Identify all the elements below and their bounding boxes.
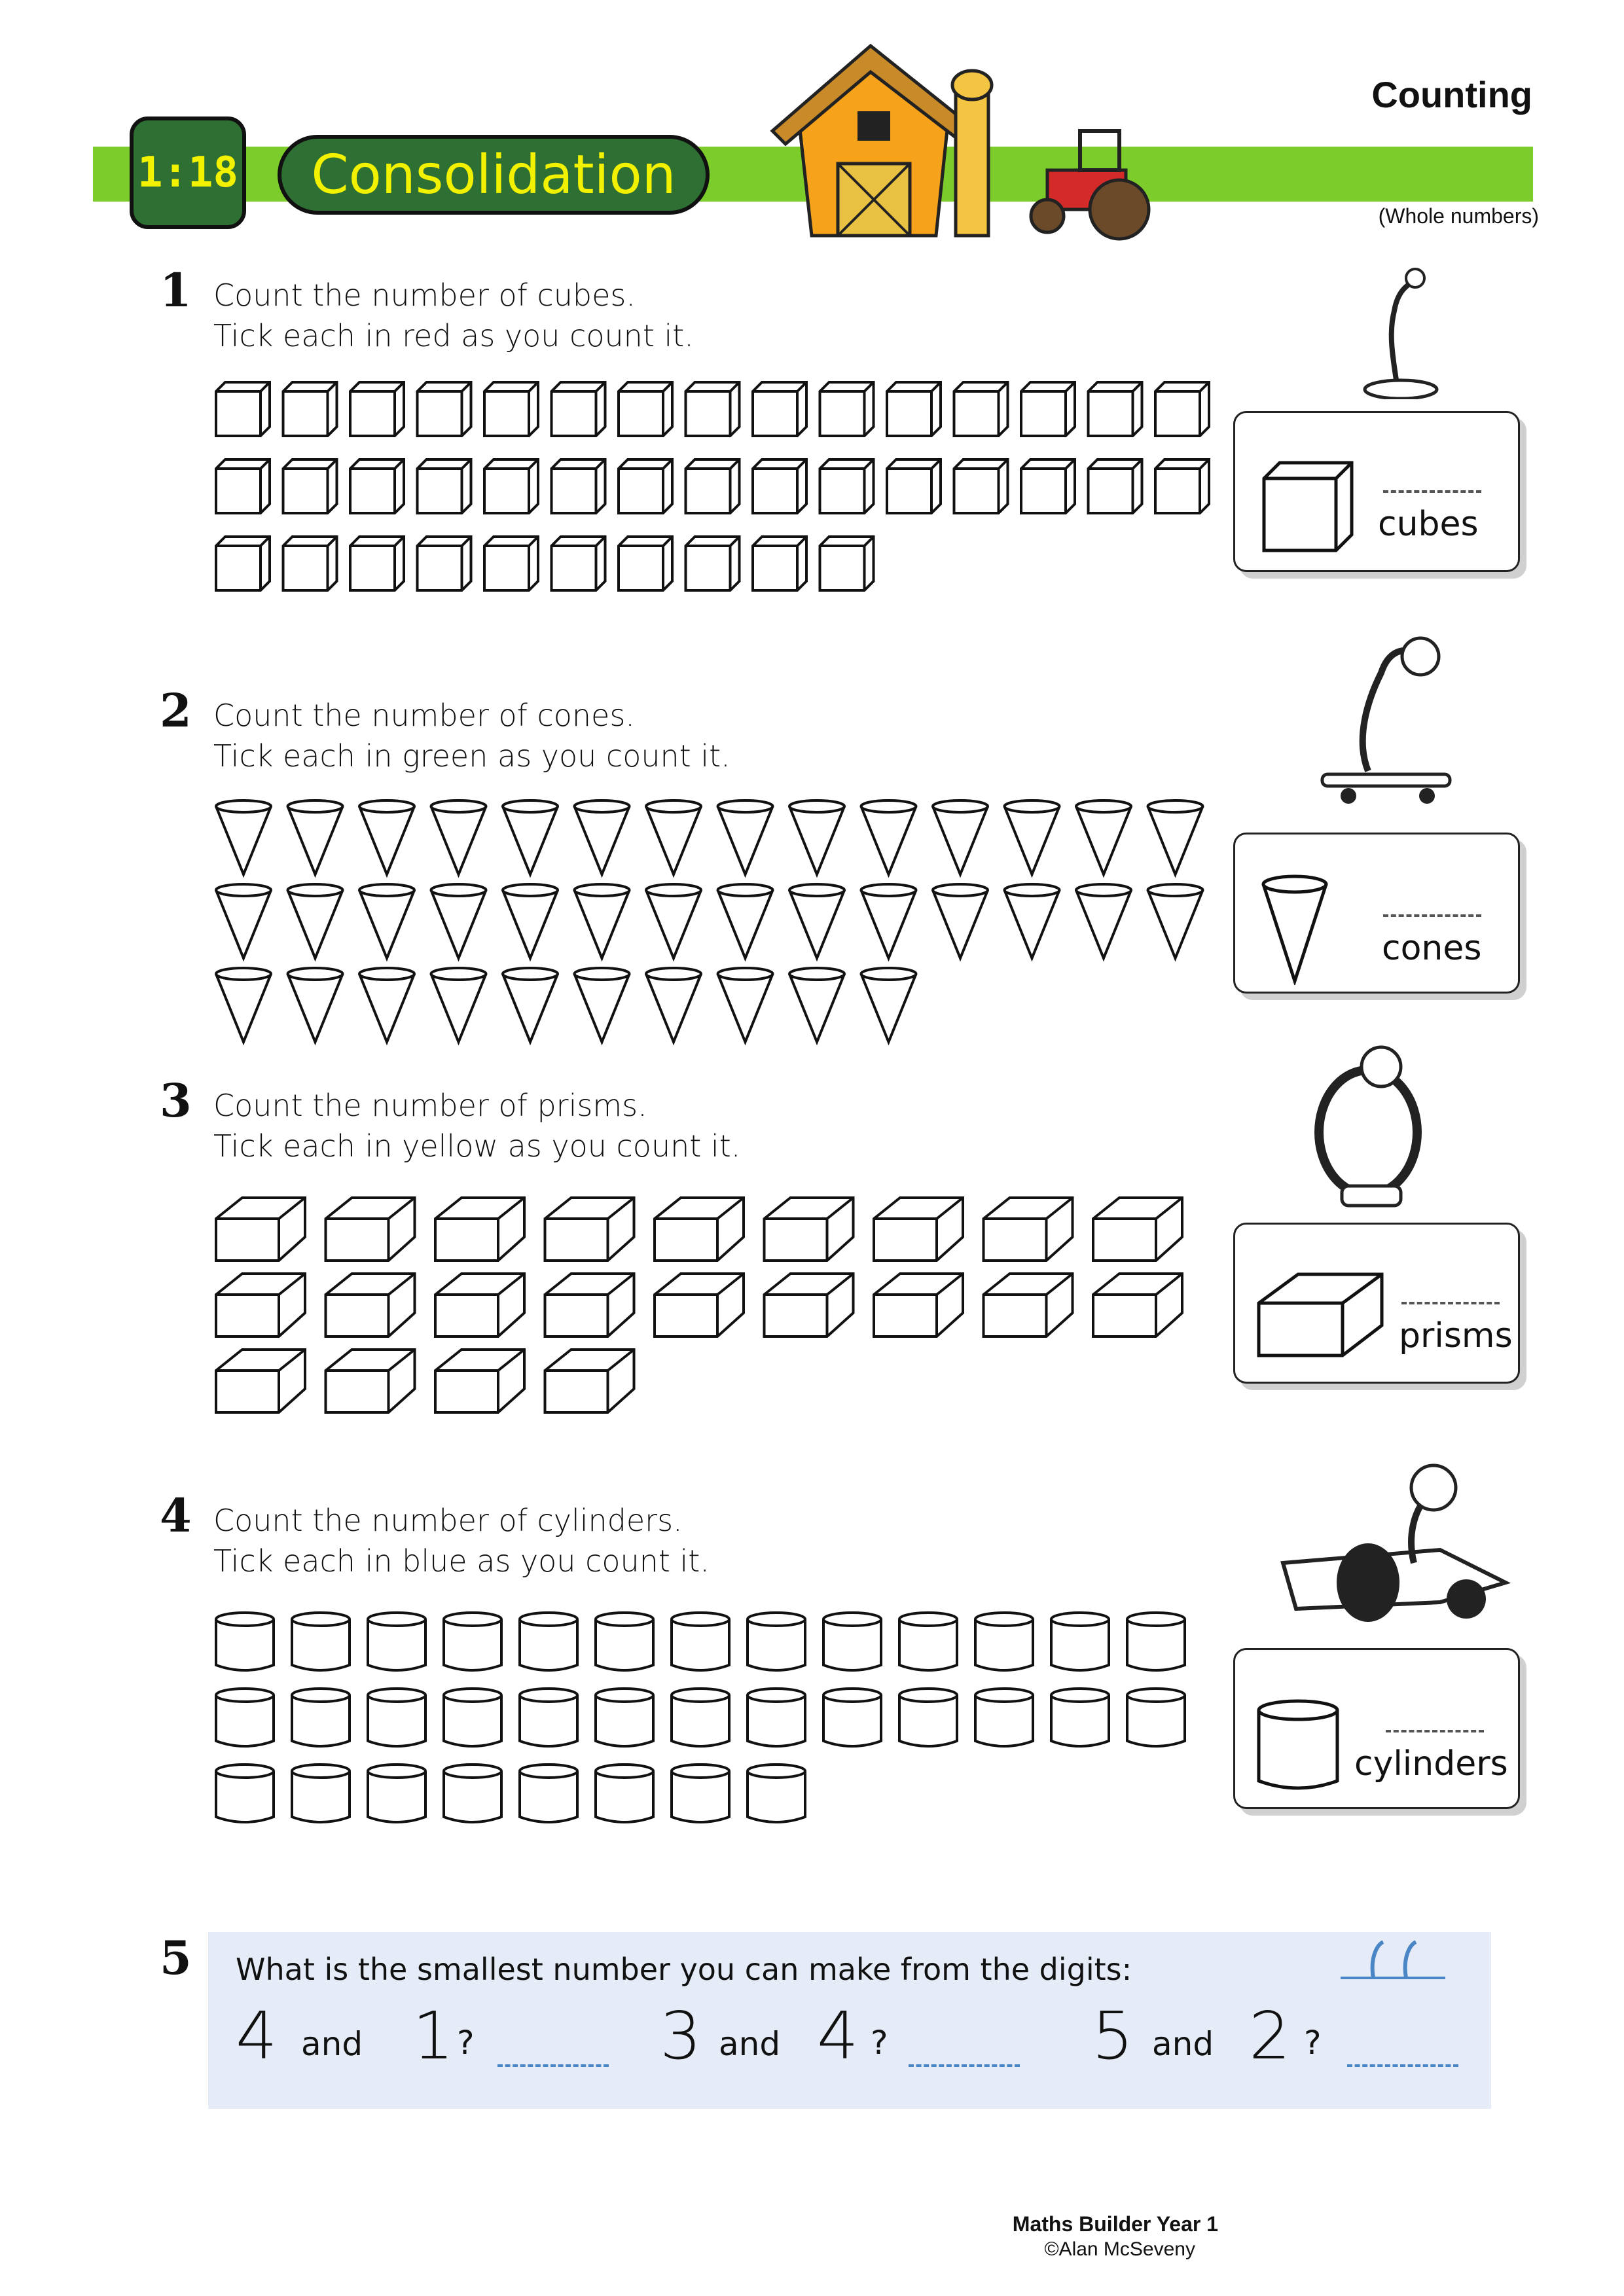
cube-icon[interactable] [216,382,270,436]
cone-icon[interactable] [1148,884,1203,958]
cylinder-icon[interactable] [975,1689,1033,1746]
cube-icon[interactable] [619,382,672,436]
cone-icon[interactable] [431,800,486,874]
cylinder-icon[interactable] [292,1765,350,1822]
cube-icon[interactable] [552,382,605,436]
cube-icon[interactable] [1089,382,1142,436]
cylinder-icon[interactable] [748,1765,805,1822]
footer-book-title: Maths Builder Year 1 [1012,2212,1218,2236]
answer-box-cylinders [1233,1648,1520,1809]
cylinder-icon[interactable] [672,1765,729,1822]
cone-icon[interactable] [789,968,844,1042]
cube-icon[interactable] [820,537,874,590]
cone-icon[interactable] [718,884,773,958]
cube-icon[interactable] [887,459,941,513]
subtopic-label: (Whole numbers) [1378,204,1539,228]
cylinder-icon[interactable] [520,1765,577,1822]
cube-icon[interactable] [820,459,874,513]
digit-pair-2-question-mark: ? [871,2024,888,2062]
question-1-line1: Count the number of cubes. [213,278,636,313]
cone-icon[interactable] [861,884,916,958]
digit-pair-3-and: and [1152,2025,1214,2063]
prism-icon[interactable] [326,1198,415,1261]
cylinder-icon[interactable] [1127,1689,1185,1746]
cone-icon[interactable] [1076,800,1131,874]
question-3-number: 3 [160,1073,192,1128]
cylinder-icon[interactable] [520,1689,577,1746]
prism-icon[interactable] [765,1274,854,1336]
cylinder-icon[interactable] [216,1689,274,1746]
cube-icon[interactable] [216,459,270,513]
worm-racecar-illustration [1244,1452,1525,1628]
cylinder-icon[interactable] [596,1765,653,1822]
cube-icon[interactable] [954,459,1008,513]
digit-pair-3-b: 2 [1249,1998,1291,2074]
prism-icon[interactable] [216,1350,305,1412]
question-5-number: 5 [160,1931,192,1985]
cylinder-icon[interactable] [823,1613,881,1670]
cone-icon[interactable] [1005,800,1060,874]
cone-icon[interactable] [861,800,916,874]
question-2-line2: Tick each in green as you count it. [213,738,731,774]
cylinder-icon[interactable] [596,1689,653,1746]
answer-box-cubes [1233,411,1520,572]
question-3-line2: Tick each in yellow as you count it. [213,1128,741,1164]
cube-grid [213,380,1214,596]
cube-icon[interactable] [484,537,538,590]
answer-line-prisms[interactable] [1401,1302,1500,1304]
cube-icon[interactable] [954,382,1008,436]
cube-icon[interactable] [887,382,941,436]
cube-icon[interactable] [283,459,337,513]
cylinder-icon[interactable] [1127,1613,1185,1670]
answer-line-cubes[interactable] [1383,490,1481,493]
cylinder-icon[interactable] [368,1689,425,1746]
cylinder-icon[interactable] [368,1765,425,1822]
prism-icon[interactable] [655,1274,744,1336]
cone-icon[interactable] [646,968,701,1042]
cone-icon[interactable] [359,884,414,958]
prism-icon[interactable] [435,1274,524,1336]
cylinder-icon[interactable] [368,1613,425,1670]
cone-icon[interactable] [216,884,271,958]
question-2-text [213,695,731,776]
cone-icon[interactable] [789,800,844,874]
question-4-number: 4 [160,1488,192,1543]
cube-icon[interactable] [619,537,672,590]
cylinder-icon [1255,1697,1341,1795]
digit-pair-1-and: and [301,2025,363,2063]
cube-icon[interactable] [418,537,471,590]
digit-pair-2-a: 3 [660,1998,702,2074]
question-3-text [213,1085,740,1166]
cylinder-icon[interactable] [899,1689,957,1746]
worm-on-skateboard-illustration [1316,627,1456,817]
cube-icon[interactable] [418,382,471,436]
cube-icon[interactable] [552,537,605,590]
digit-pair-2-b: 4 [817,1998,859,2074]
cone-icon[interactable] [288,800,343,874]
cone-icon[interactable] [646,800,701,874]
digit-pair-2 [660,1998,1053,2096]
cone-icon[interactable] [1148,800,1203,874]
prism-icon[interactable] [216,1274,305,1336]
cone-icon[interactable] [216,968,271,1042]
topic-label: Counting [1371,74,1532,115]
cube-icon[interactable] [753,459,806,513]
cone-icon[interactable] [216,800,271,874]
cone-icon[interactable] [503,884,558,958]
digit-pair-1-a: 4 [236,1998,278,2074]
answer-line-pair-2[interactable] [909,2058,1020,2067]
prism-icon[interactable] [765,1198,854,1261]
cylinder-grid [213,1610,1190,1830]
cube-icon[interactable] [686,382,740,436]
cube-icon[interactable] [1021,382,1075,436]
cylinder-icon[interactable] [444,1613,501,1670]
question-1-text [213,275,694,356]
cube-icon[interactable] [216,537,270,590]
cube-icon[interactable] [552,459,605,513]
cone-icon[interactable] [933,800,988,874]
answer-label-cones: cones [1382,929,1482,968]
digit-pair-2-and: and [719,2025,781,2063]
prism-icon[interactable] [1093,1274,1182,1336]
cylinder-icon[interactable] [899,1613,957,1670]
cylinder-icon[interactable] [520,1613,577,1670]
prism-icon[interactable] [984,1274,1073,1336]
cube-icon[interactable] [1155,382,1209,436]
prism-icon[interactable] [655,1198,744,1261]
cone-icon[interactable] [503,800,558,874]
cube-icon[interactable] [753,537,806,590]
answer-label-prisms: prisms [1399,1316,1513,1355]
cube-icon[interactable] [418,459,471,513]
barn-illustration [759,39,1008,249]
question-5-panel [208,1932,1491,2109]
cylinder-icon[interactable] [672,1613,729,1670]
answer-line-cylinders[interactable] [1386,1730,1484,1732]
question-4-text [213,1500,710,1581]
cone-icon[interactable] [575,884,630,958]
cylinder-icon[interactable] [748,1613,805,1670]
cone-icon [1259,874,1331,985]
question-3-line1: Count the number of prisms. [213,1088,647,1123]
cube-icon[interactable] [820,382,874,436]
cylinder-icon[interactable] [444,1765,501,1822]
prism-icon[interactable] [545,1274,634,1336]
prism-icon[interactable] [874,1198,963,1261]
cube-icon[interactable] [350,459,404,513]
digit-pair-3-question-mark: ? [1304,2024,1322,2062]
digit-pair-1-b: 1 [412,1998,454,2074]
worm-on-shoe-illustration [1335,259,1453,399]
digit-pair-1-question-mark: ? [457,2024,475,2062]
cube-icon[interactable] [350,382,404,436]
cylinder-icon[interactable] [216,1765,274,1822]
prism-icon[interactable] [545,1350,634,1412]
cube-icon[interactable] [1155,459,1209,513]
cylinder-icon[interactable] [216,1613,274,1670]
digit-pair-3-a: 5 [1092,1998,1134,2074]
answer-box-prisms [1233,1223,1520,1384]
cone-icon[interactable] [431,884,486,958]
cube-icon[interactable] [1021,459,1075,513]
cylinder-shapes [213,1610,1190,1830]
prism-icon [1255,1270,1386,1362]
footer-author: ©Alan McSeveny [1044,2238,1195,2260]
cube-icon[interactable] [484,459,538,513]
cube-icon[interactable] [686,459,740,513]
prism-icon[interactable] [435,1350,524,1412]
cube-icon[interactable] [350,537,404,590]
answer-label-cylinders: cylinders [1354,1744,1508,1784]
prism-icon[interactable] [1093,1198,1182,1261]
prism-icon[interactable] [984,1198,1073,1261]
prism-grid [213,1195,1187,1419]
prism-icon[interactable] [545,1198,634,1261]
answer-line-pair-1[interactable] [497,2058,609,2067]
worm-loop-illustration [1296,1034,1450,1211]
cone-grid [213,798,1208,1047]
cone-icon[interactable] [933,884,988,958]
cone-icon[interactable] [288,884,343,958]
cylinder-icon[interactable] [823,1689,881,1746]
cone-icon[interactable] [359,800,414,874]
answer-box-cones [1233,833,1520,994]
question-2-number: 2 [160,683,192,738]
cone-icon[interactable] [575,968,630,1042]
cylinder-icon[interactable] [292,1613,350,1670]
cube-icon[interactable] [1089,459,1142,513]
answer-line-pair-3[interactable] [1347,2058,1458,2067]
cylinder-icon[interactable] [596,1613,653,1670]
answer-label-cubes: cubes [1378,505,1479,544]
cylinder-icon[interactable] [975,1613,1033,1670]
question-4-line1: Count the number of cylinders. [213,1503,683,1538]
prism-icon[interactable] [326,1350,415,1412]
question-1-line2: Tick each in red as you count it. [213,318,694,353]
cube-shapes [213,380,1214,596]
cylinder-icon[interactable] [672,1689,729,1746]
cylinder-icon[interactable] [1051,1689,1109,1746]
cube-icon[interactable] [753,382,806,436]
lesson-number-badge: 1:18 [130,117,246,229]
cylinder-icon[interactable] [1051,1613,1109,1670]
prism-icon[interactable] [874,1274,963,1336]
cube-icon[interactable] [283,537,337,590]
prism-icon[interactable] [435,1198,524,1261]
cone-icon[interactable] [575,800,630,874]
digit-pair-3 [1092,1998,1485,2096]
lesson-title: Consolidation [278,135,710,215]
question-2-line1: Count the number of cones. [213,698,635,733]
cone-icon[interactable] [861,968,916,1042]
cube-icon[interactable] [283,382,337,436]
cone-shapes [213,798,1208,1047]
digit-pair-1 [236,1998,628,2096]
prism-icon[interactable] [326,1274,415,1336]
cone-icon[interactable] [646,884,701,958]
question-4-line2: Tick each in blue as you count it. [213,1543,710,1579]
cube-icon [1260,459,1356,554]
cone-icon[interactable] [288,968,343,1042]
cone-icon[interactable] [1076,884,1131,958]
cube-icon[interactable] [686,537,740,590]
prism-icon[interactable] [216,1198,305,1261]
cone-icon[interactable] [1005,884,1060,958]
cone-icon[interactable] [789,884,844,958]
cone-icon[interactable] [718,800,773,874]
cylinder-icon[interactable] [444,1689,501,1746]
cone-icon[interactable] [431,968,486,1042]
prism-shapes [213,1195,1187,1419]
cube-icon[interactable] [619,459,672,513]
tractor-illustration [1021,118,1165,249]
question-5-text: What is the smallest number you can make from the digits: [236,1952,1132,1987]
worms-illustration [1327,1932,1458,1991]
cone-icon[interactable] [718,968,773,1042]
question-1-number: 1 [160,263,192,317]
cube-icon[interactable] [484,382,538,436]
cylinder-icon[interactable] [748,1689,805,1746]
cone-icon[interactable] [503,968,558,1042]
cylinder-icon[interactable] [292,1689,350,1746]
cone-icon[interactable] [359,968,414,1042]
answer-line-cones[interactable] [1383,914,1481,917]
